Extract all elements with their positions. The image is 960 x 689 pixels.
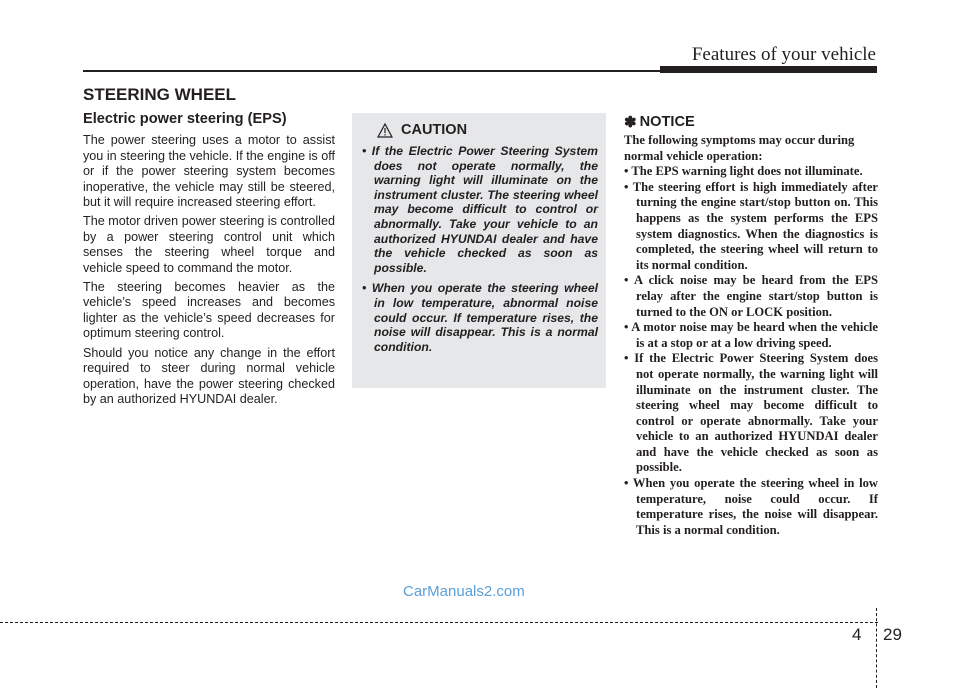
notice-star-icon: ✽ (624, 114, 637, 131)
caution-title: CAUTION (401, 122, 468, 138)
caution-item: • When you operate the steering wheel in low temperature, abnormal noise could occur. If temperature rises, the noise will disappear. This is a normal condition. (362, 281, 598, 354)
notice-item: • A motor noise may be heard when the vehicle is at a stop or at a low driving speed. (624, 320, 878, 350)
footer-divider (876, 608, 877, 688)
caution-list (362, 144, 598, 354)
notice-item: • The steering effort is high immediately after turning the engine start/stop button on. This happens as the system performs the EPS system diagnostics. When the diagnostics is completed, the steering wheel will return to its normal condition. (624, 179, 878, 272)
eps-paragraph: Should you notice any change in the effort required to steer during normal vehicle operation, have the power steering checked by an authorized HYUNDAI dealer. (83, 345, 335, 406)
notice-section (624, 113, 878, 538)
caution-header (377, 122, 598, 138)
section-title: STEERING WHEEL (83, 85, 237, 104)
watermark-link[interactable]: CarManuals2.com (403, 583, 525, 600)
warning-triangle-icon (377, 123, 393, 138)
notice-intro: The following symptoms may occur during normal vehicle operation: (624, 133, 855, 163)
eps-paragraph: The steering becomes heavier as the vehicle’s speed increases and becomes lighter as the vehicle’s speed decreases for optimum steering control. (83, 280, 335, 341)
notice-item: • The EPS warning light does not illuminate. (624, 164, 863, 179)
page-number: 29 (883, 625, 902, 644)
eps-paragraph: The power steering uses a motor to assist you in steering the vehicle. If the engine is off or if the power steering system becomes inoperative, the vehicle may still be steered, but it will require increased steering effort. (83, 133, 335, 210)
caution-item: • If the Electric Power Steering System does not operate normally, the warning light will illuminate on the instrument cluster. The steering wheel may become difficult to control or abnormally. Take your vehicle to an authorized HYUNDAI dealer and have the vehicle checked as soon as possible. (362, 144, 598, 275)
chapter-number: 4 (852, 625, 862, 644)
eps-heading: Electric power steering (EPS) (83, 111, 287, 127)
notice-header (624, 113, 878, 131)
eps-description (83, 112, 335, 411)
notice-title: NOTICE (639, 114, 695, 130)
notice-item: • If the Electric Power Steering System does not operate normally, the warning light will illuminate on the instrument cluster. The steering wheel may become difficult to control or operate abnormally. Take your vehicle to an authorized HYUNDAI dealer and have the vehicle checked as soon as possible. (624, 351, 878, 475)
header-bar (660, 66, 877, 73)
footer-rule (0, 622, 878, 623)
chapter-title: Features of your vehicle (691, 44, 876, 65)
caution-box (352, 113, 606, 388)
notice-list (624, 164, 878, 538)
eps-paragraph: The motor driven power steering is controlled by a power steering control unit which senses the steering wheel torque and vehicle speed to command the motor. (83, 214, 335, 275)
notice-item: • A click noise may be heard from the EPS relay after the engine start/stop button is turned to the ON or LOCK position. (624, 273, 878, 319)
notice-item: • When you operate the steering wheel in low temperature, noise could occur. If temperature rises, the noise will disappear. This is a normal condition. (624, 476, 878, 537)
header-rule (83, 70, 660, 72)
